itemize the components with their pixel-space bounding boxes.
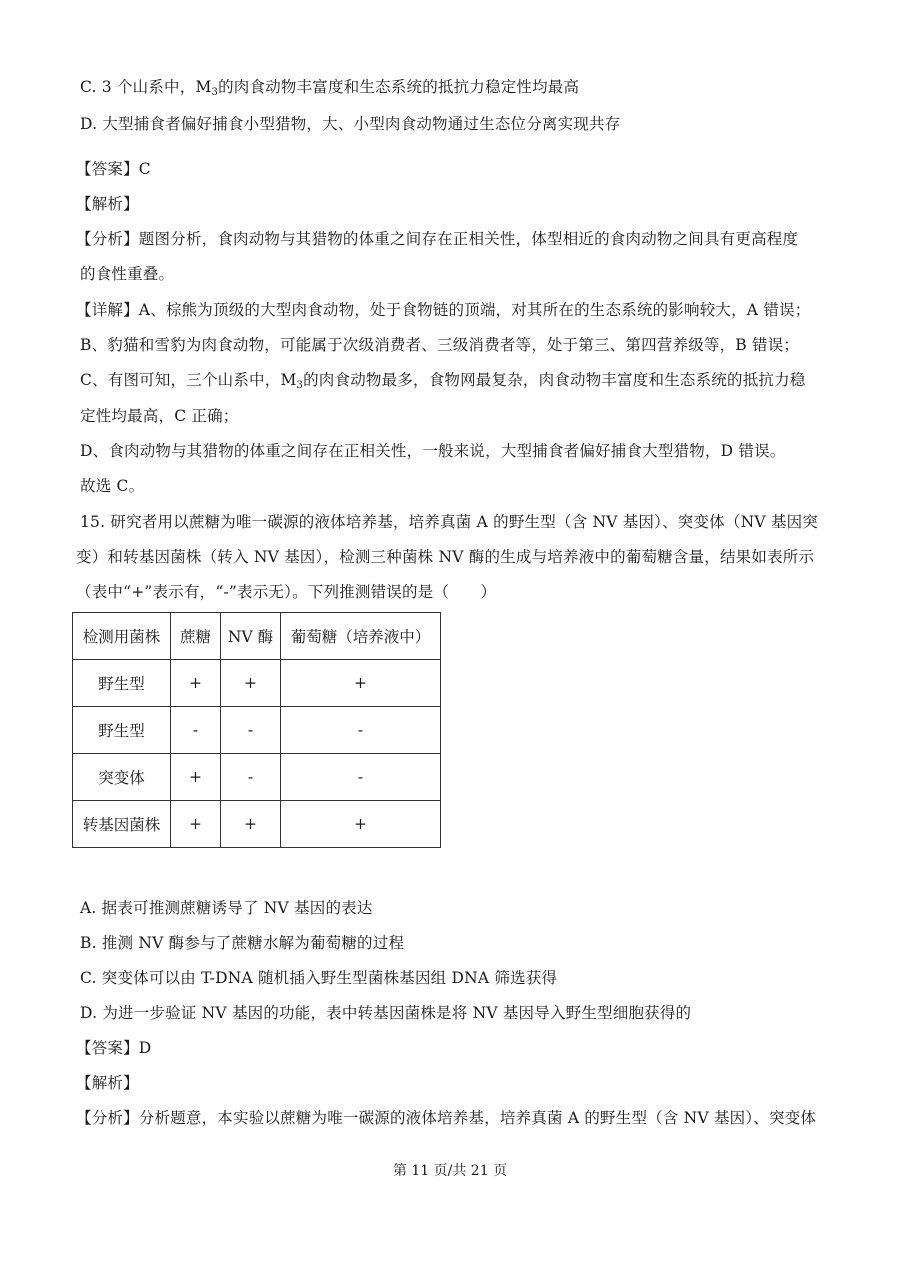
prev-option-d: D. 大型捕食者偏好捕食小型猎物，大、小型肉食动物通过生态位分离实现共存 [80, 115, 621, 133]
table-header-cell: 检测用菌株 [73, 613, 171, 660]
table-cell: + [171, 754, 221, 801]
table-row [73, 660, 441, 707]
table-cell: + [221, 660, 281, 707]
prev-conclusion: 故选 C。 [80, 477, 145, 495]
prev-detail-a: 【详解】A、棕熊为顶级的大型肉食动物，处于食物链的顶端，对其所在的生态系统的影响较大，A 错误； [76, 301, 811, 319]
q15-option-d: D. 为进一步验证 NV 基因的功能，表中转基因菌株是将 NV 基因导入野生型细胞获得的 [80, 1004, 692, 1022]
prev-detail-c1 [80, 370, 806, 390]
q15-analysis-heading: 【解析】 [76, 1074, 139, 1092]
q15-answer: 【答案】D [76, 1039, 152, 1057]
page-footer: 第 11 页/共 21 页 [392, 1163, 508, 1179]
table-cell: 突变体 [73, 754, 171, 801]
table-cell: + [171, 660, 221, 707]
results-table [72, 612, 441, 848]
subscript: 3 [211, 87, 219, 98]
prev-detail-c1-prefix: C、有图可知，三个山系中，M [80, 371, 297, 389]
q15-option-a: A. 据表可推测蔗糖诱导了 NV 基因的表达 [80, 899, 373, 917]
table-row [73, 754, 441, 801]
q15-option-b: B. 推测 NV 酶参与了蔗糖水解为葡萄糖的过程 [80, 934, 405, 952]
prev-analysis-line2: 的食性重叠。 [80, 265, 175, 283]
prev-option-c [80, 77, 579, 97]
prev-detail-d: D、食肉动物与其猎物的体重之间存在正相关性，一般来说，大型捕食者偏好捕食大型猎物，D 错误。 [80, 442, 786, 460]
table-cell: + [221, 801, 281, 848]
table-cell: + [281, 801, 441, 848]
prev-detail-c2: 定性均最高，C 正确； [80, 407, 239, 425]
table-row [73, 707, 441, 754]
table-header-row [73, 613, 441, 660]
table-header-cell: 蔗糖 [171, 613, 221, 660]
prev-detail-c1-suffix: 的肉食动物最多，食物网最复杂，肉食动物丰富度和生态系统的抵抗力稳 [303, 371, 806, 389]
prev-detail-b: B、豹猫和雪豹为肉食动物，可能属于次级消费者、三级消费者等，处于第三、第四营养级等，B 错误； [80, 336, 800, 354]
table-cell: - [221, 754, 281, 801]
table-header-cell: 葡萄糖（培养液中） [281, 613, 441, 660]
prev-option-c-suffix: 的肉食动物丰富度和生态系统的抵抗力稳定性均最高 [218, 78, 580, 96]
table-header-cell: NV 酶 [221, 613, 281, 660]
prev-analysis-line1: 【分析】题图分析，食肉动物与其猎物的体重之间存在正相关性，体型相近的食肉动物之间具有更高程度 [76, 230, 799, 248]
q15-analysis-line1: 【分析】分析题意，本实验以蔗糖为唯一碳源的液体培养基，培养真菌 A 的野生型（含 NV 基因）、突变体 [76, 1109, 817, 1127]
table-cell: 野生型 [73, 707, 171, 754]
table-cell: 转基因菌株 [73, 801, 171, 848]
table-cell: - [171, 707, 221, 754]
q15-stem-line2: 变）和转基因菌株（转入 NV 基因），检测三种菌株 NV 酶的生成与培养液中的葡萄糖含量，结果如表所示 [76, 548, 815, 566]
table-cell: - [281, 707, 441, 754]
table-row [73, 801, 441, 848]
q15-stem-line1: 15. 研究者用以蔗糖为唯一碳源的液体培养基，培养真菌 A 的野生型（含 NV 基因）、突变体（NV 基因突 [80, 513, 818, 531]
table-cell: + [281, 660, 441, 707]
table-cell: 野生型 [73, 660, 171, 707]
table-cell: - [281, 754, 441, 801]
prev-answer: 【答案】C [76, 160, 151, 178]
table-cell: - [221, 707, 281, 754]
q15-stem-line3: （表中“+”表示有，“-”表示无）。下列推测错误的是（ ） [76, 583, 497, 601]
table-cell: + [171, 801, 221, 848]
prev-option-c-prefix: C. 3 个山系中，M [80, 78, 212, 96]
prev-analysis-heading: 【解析】 [76, 195, 139, 213]
subscript: 3 [296, 380, 304, 391]
q15-option-c: C. 突变体可以由 T-DNA 随机插入野生型菌株基因组 DNA 筛选获得 [80, 969, 558, 987]
